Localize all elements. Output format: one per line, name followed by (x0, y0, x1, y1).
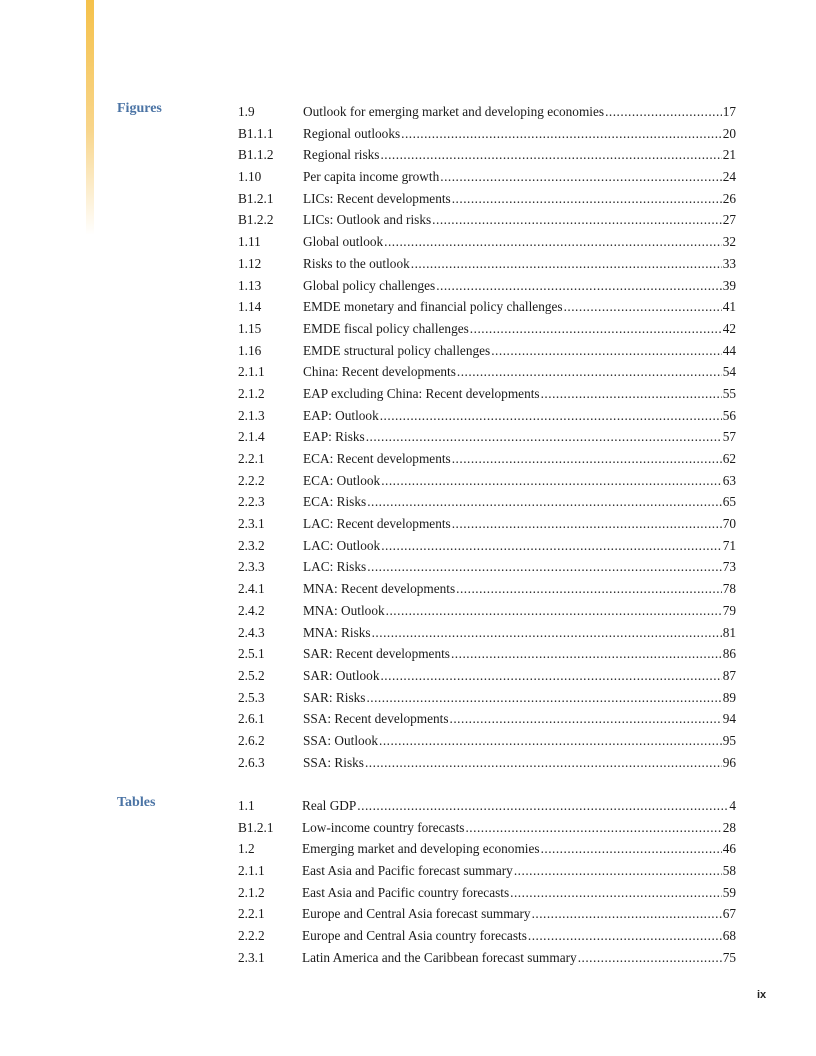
entry-leader-line (302, 882, 736, 904)
dot-leader (450, 708, 722, 730)
entry-leader-line (303, 622, 736, 644)
dot-leader (380, 144, 721, 166)
dot-leader (465, 817, 721, 839)
entry-number: 1.14 (238, 299, 262, 315)
entry-page-number[interactable]: 89 (722, 689, 736, 705)
entry-leader-line (303, 318, 736, 340)
entry-page-number[interactable]: 28 (722, 819, 736, 835)
dot-leader (456, 578, 722, 600)
entry-page-number[interactable]: 42 (722, 320, 736, 336)
toc-entry[interactable] (238, 665, 736, 687)
toc-entry[interactable] (238, 817, 736, 839)
toc-entry[interactable] (238, 318, 736, 340)
entry-leader-line (302, 838, 736, 860)
entry-number: 2.4.2 (238, 602, 265, 618)
entry-number: 2.2.2 (238, 472, 265, 488)
entry-title[interactable]: EAP excluding China: Recent developments (303, 385, 540, 401)
entry-leader-line (303, 556, 736, 578)
entry-leader-line (303, 578, 736, 600)
dot-leader (470, 318, 722, 340)
dot-leader (379, 730, 722, 752)
dot-leader (432, 209, 722, 231)
dot-leader (386, 600, 722, 622)
entry-leader-line (302, 795, 736, 817)
toc-entry[interactable] (238, 101, 736, 123)
toc-entry[interactable] (238, 513, 736, 535)
toc-entry[interactable] (238, 340, 736, 362)
toc-entry[interactable] (238, 903, 736, 925)
entry-title[interactable]: MNA: Outlook (303, 602, 385, 618)
entry-number: 2.6.1 (238, 711, 265, 727)
entry-page-number[interactable]: 68 (722, 928, 736, 944)
entry-title[interactable]: SAR: Outlook (303, 667, 380, 683)
dot-leader (411, 253, 722, 275)
entry-page-number[interactable]: 96 (722, 754, 736, 770)
toc-entry[interactable] (238, 275, 736, 297)
toc-entry[interactable] (238, 188, 736, 210)
entry-title[interactable]: SAR: Recent developments (303, 646, 450, 662)
entry-leader-line (303, 491, 736, 513)
entry-number: 1.15 (238, 320, 262, 336)
entry-title[interactable]: Europe and Central Asia country forecasts (302, 928, 527, 944)
entry-leader-line (303, 383, 736, 405)
entry-leader-line (303, 535, 736, 557)
toc-entry[interactable] (238, 752, 736, 774)
entry-leader-line (302, 947, 736, 969)
entry-title[interactable]: Risks to the outlook (303, 255, 410, 271)
entry-title[interactable]: ECA: Risks (303, 494, 367, 510)
entry-number: 2.2.1 (238, 451, 265, 466)
entry-title[interactable]: EAP: Outlook (303, 407, 379, 423)
entry-leader-line (303, 665, 736, 687)
dot-leader (401, 123, 722, 145)
entry-number: 1.16 (238, 342, 262, 358)
entry-number: 2.5.3 (238, 689, 265, 705)
entry-number: 2.3.3 (238, 559, 265, 575)
entry-title[interactable]: SSA: Risks (303, 754, 364, 770)
entry-number: 1.2 (238, 841, 255, 857)
entry-page-number[interactable]: 41 (722, 299, 736, 315)
entry-page-number[interactable]: 27 (722, 212, 736, 228)
dot-leader (452, 448, 722, 470)
toc-entry[interactable] (238, 578, 736, 600)
dot-leader (605, 101, 722, 123)
entry-leader-line (302, 860, 736, 882)
dot-leader (380, 665, 721, 687)
entry-title[interactable]: East Asia and Pacific forecast summary (302, 863, 513, 879)
entry-number: 1.1 (238, 798, 255, 813)
entry-title[interactable]: SSA: Outlook (303, 732, 378, 748)
dot-leader (367, 556, 722, 578)
entry-page-number[interactable]: 33 (722, 255, 736, 271)
entry-page-number[interactable]: 65 (722, 494, 736, 510)
entry-number: 2.3.1 (238, 949, 265, 965)
dot-leader (514, 860, 722, 882)
entry-page-number[interactable]: 32 (722, 234, 736, 250)
dot-leader (528, 925, 722, 947)
entry-page-number[interactable]: 59 (722, 884, 736, 900)
dot-leader (357, 795, 728, 817)
entry-title[interactable]: Per capita income growth (303, 169, 440, 185)
dot-leader (381, 535, 722, 557)
entry-page-number[interactable]: 17 (722, 104, 736, 119)
entry-number: 2.1.1 (238, 364, 265, 380)
entry-leader-line (303, 209, 736, 231)
entry-page-number[interactable]: 62 (722, 451, 736, 466)
toc-entry[interactable] (238, 491, 736, 513)
dot-leader (457, 361, 722, 383)
entry-title[interactable]: Regional outlooks (303, 125, 401, 141)
dot-leader (452, 513, 722, 535)
entry-leader-line (303, 426, 736, 448)
toc-entry[interactable] (238, 405, 736, 427)
entry-leader-line (302, 903, 736, 925)
toc-entry[interactable] (238, 123, 736, 145)
section-label-tables: Tables (117, 795, 156, 810)
entry-leader-line (303, 296, 736, 318)
entry-number: 2.6.2 (238, 732, 265, 748)
toc-entry[interactable] (238, 556, 736, 578)
entry-leader-line (303, 730, 736, 752)
entry-number: 1.13 (238, 277, 262, 293)
entry-page-number[interactable]: 4 (729, 798, 736, 813)
entry-page-number[interactable]: 67 (722, 906, 736, 922)
entry-title[interactable]: LAC: Outlook (303, 537, 381, 553)
entry-title[interactable]: Global policy challenges (303, 277, 436, 293)
figures-list (238, 101, 736, 773)
toc-entry[interactable] (238, 361, 736, 383)
entry-number: 2.6.3 (238, 754, 265, 770)
entry-page-number[interactable]: 54 (722, 364, 736, 380)
dot-leader (381, 470, 722, 492)
entry-title[interactable]: EAP: Risks (303, 429, 365, 445)
entry-title[interactable]: Latin America and the Caribbean forecast summary (302, 949, 577, 965)
entry-title[interactable]: MNA: Risks (303, 624, 371, 640)
entry-page-number[interactable]: 21 (722, 147, 736, 163)
entry-leader-line (303, 361, 736, 383)
entry-number: B1.1.1 (238, 125, 274, 141)
entry-number: B1.2.2 (238, 212, 274, 228)
entry-number: 2.2.2 (238, 928, 265, 944)
entry-title[interactable]: LICs: Outlook and risks (303, 212, 432, 228)
entry-number: B1.2.1 (238, 819, 274, 835)
entry-leader-line (302, 925, 736, 947)
dot-leader (366, 687, 721, 709)
toc-entry[interactable] (238, 622, 736, 644)
entry-page-number[interactable]: 71 (722, 537, 736, 553)
entry-title[interactable]: Europe and Central Asia forecast summary (302, 906, 531, 922)
entry-page-number[interactable]: 63 (722, 472, 736, 488)
dot-leader (366, 426, 722, 448)
dot-leader (541, 383, 722, 405)
dot-leader (452, 188, 722, 210)
entry-number: 2.4.1 (238, 581, 265, 597)
entry-page-number[interactable]: 73 (722, 559, 736, 575)
entry-number: 1.10 (238, 169, 262, 185)
entry-title[interactable]: LAC: Risks (303, 559, 367, 575)
toc-entry[interactable] (238, 209, 736, 231)
entry-page-number[interactable]: 81 (722, 624, 736, 640)
entry-page-number[interactable]: 26 (722, 190, 736, 206)
dot-leader (532, 903, 722, 925)
entry-number: 1.12 (238, 255, 262, 271)
toc-entry[interactable] (238, 838, 736, 860)
entry-leader-line (303, 708, 736, 730)
toc-entry[interactable] (238, 448, 736, 470)
accent-bar (86, 0, 94, 235)
entry-page-number[interactable]: 95 (722, 732, 736, 748)
toc-entry[interactable] (238, 470, 736, 492)
entry-title[interactable]: ECA: Recent developments (303, 451, 451, 466)
entry-leader-line (303, 188, 736, 210)
entry-leader-line (303, 752, 736, 774)
entry-page-number[interactable]: 57 (722, 429, 736, 445)
entry-leader-line (303, 144, 736, 166)
entry-leader-line (303, 275, 736, 297)
toc-entry[interactable] (238, 860, 736, 882)
entry-leader-line (303, 600, 736, 622)
toc-entry[interactable] (238, 296, 736, 318)
entry-title[interactable]: East Asia and Pacific country forecasts (302, 884, 510, 900)
toc-entry[interactable] (238, 166, 736, 188)
dot-leader (510, 882, 722, 904)
dot-leader (491, 340, 721, 362)
entry-title[interactable]: EMDE monetary and financial policy challenges (303, 299, 563, 315)
entry-page-number[interactable]: 78 (722, 581, 736, 597)
entry-title[interactable]: MNA: Recent developments (303, 581, 456, 597)
entry-page-number[interactable]: 20 (722, 125, 736, 141)
entry-title[interactable]: SSA: Recent developments (303, 711, 449, 727)
entry-title[interactable]: Global outlook (303, 234, 384, 250)
dot-leader (367, 491, 722, 513)
dot-leader (384, 231, 722, 253)
entry-leader-line (303, 166, 736, 188)
toc-entry[interactable] (238, 925, 736, 947)
toc-entry[interactable] (238, 535, 736, 557)
toc-entry[interactable] (238, 426, 736, 448)
entry-page-number[interactable]: 46 (722, 841, 736, 857)
entry-page-number[interactable]: 86 (722, 646, 736, 662)
entry-title[interactable]: China: Recent developments (303, 364, 456, 380)
entry-number: 2.2.1 (238, 906, 265, 922)
toc-entry[interactable] (238, 383, 736, 405)
dot-leader (436, 275, 722, 297)
toc-entry[interactable] (238, 600, 736, 622)
dot-leader (451, 643, 722, 665)
entry-number: B1.1.2 (238, 147, 274, 163)
toc-entry[interactable] (238, 947, 736, 969)
entry-number: 2.5.2 (238, 667, 265, 683)
toc-entry[interactable] (238, 730, 736, 752)
entry-number: 1.11 (238, 234, 261, 250)
dot-leader (578, 947, 722, 969)
entry-page-number[interactable]: 70 (722, 516, 736, 532)
entry-page-number[interactable]: 75 (722, 949, 736, 965)
page-number: ix (757, 989, 767, 1001)
entry-number: 2.2.3 (238, 494, 265, 510)
entry-title[interactable]: LICs: Recent developments (303, 190, 451, 206)
entry-leader-line (303, 470, 736, 492)
dot-leader (541, 838, 722, 860)
entry-number: 2.1.1 (238, 863, 265, 879)
entry-number: 2.3.1 (238, 516, 265, 532)
dot-leader (365, 752, 722, 774)
entry-number: B1.2.1 (238, 190, 274, 206)
entry-title[interactable]: Outlook for emerging market and developing economies (303, 104, 605, 119)
entry-number: 2.1.4 (238, 429, 265, 445)
entry-title[interactable]: EMDE structural policy challenges (303, 342, 491, 358)
toc-entry[interactable] (238, 795, 736, 817)
dot-leader (564, 296, 722, 318)
entry-page-number[interactable]: 44 (722, 342, 736, 358)
toc-entry[interactable] (238, 882, 736, 904)
entry-page-number[interactable]: 55 (722, 385, 736, 401)
entry-leader-line (303, 687, 736, 709)
dot-leader (440, 166, 721, 188)
entry-page-number[interactable]: 24 (722, 169, 736, 185)
entry-number: 1.9 (238, 104, 255, 119)
entry-page-number[interactable]: 79 (722, 602, 736, 618)
entry-title[interactable]: EMDE fiscal policy challenges (303, 320, 469, 336)
entry-page-number[interactable]: 56 (722, 407, 736, 423)
entry-title[interactable]: Regional risks (303, 147, 380, 163)
entry-page-number[interactable]: 39 (722, 277, 736, 293)
entry-leader-line (303, 340, 736, 362)
entry-page-number[interactable]: 58 (722, 863, 736, 879)
entry-number: 2.1.2 (238, 385, 265, 401)
entry-leader-line (303, 101, 736, 123)
entry-page-number[interactable]: 94 (722, 711, 736, 727)
toc-entry[interactable] (238, 687, 736, 709)
dot-leader (380, 405, 722, 427)
entry-number: 2.1.2 (238, 884, 265, 900)
entry-title[interactable]: Emerging market and developing economies (302, 841, 540, 857)
toc-entry[interactable] (238, 643, 736, 665)
entry-leader-line (303, 643, 736, 665)
entry-title[interactable]: Real GDP (302, 798, 357, 813)
entry-leader-line (303, 253, 736, 275)
entry-title[interactable]: Low-income country forecasts (302, 819, 465, 835)
entry-page-number[interactable]: 87 (722, 667, 736, 683)
entry-number: 2.3.2 (238, 537, 265, 553)
dot-leader (372, 622, 722, 644)
entry-leader-line (303, 231, 736, 253)
toc-entry[interactable] (238, 253, 736, 275)
entry-title[interactable]: SAR: Risks (303, 689, 366, 705)
entry-number: 2.1.3 (238, 407, 265, 423)
toc-entry[interactable] (238, 708, 736, 730)
entry-leader-line (303, 123, 736, 145)
entry-number: 2.4.3 (238, 624, 265, 640)
tables-list (238, 795, 736, 969)
toc-entry[interactable] (238, 144, 736, 166)
entry-title[interactable]: LAC: Recent developments (303, 516, 451, 532)
entry-leader-line (302, 817, 736, 839)
entry-number: 2.5.1 (238, 646, 265, 662)
entry-leader-line (303, 513, 736, 535)
entry-title[interactable]: ECA: Outlook (303, 472, 381, 488)
entry-leader-line (303, 405, 736, 427)
entry-leader-line (303, 448, 736, 470)
toc-entry[interactable] (238, 231, 736, 253)
section-label-figures: Figures (117, 101, 162, 116)
